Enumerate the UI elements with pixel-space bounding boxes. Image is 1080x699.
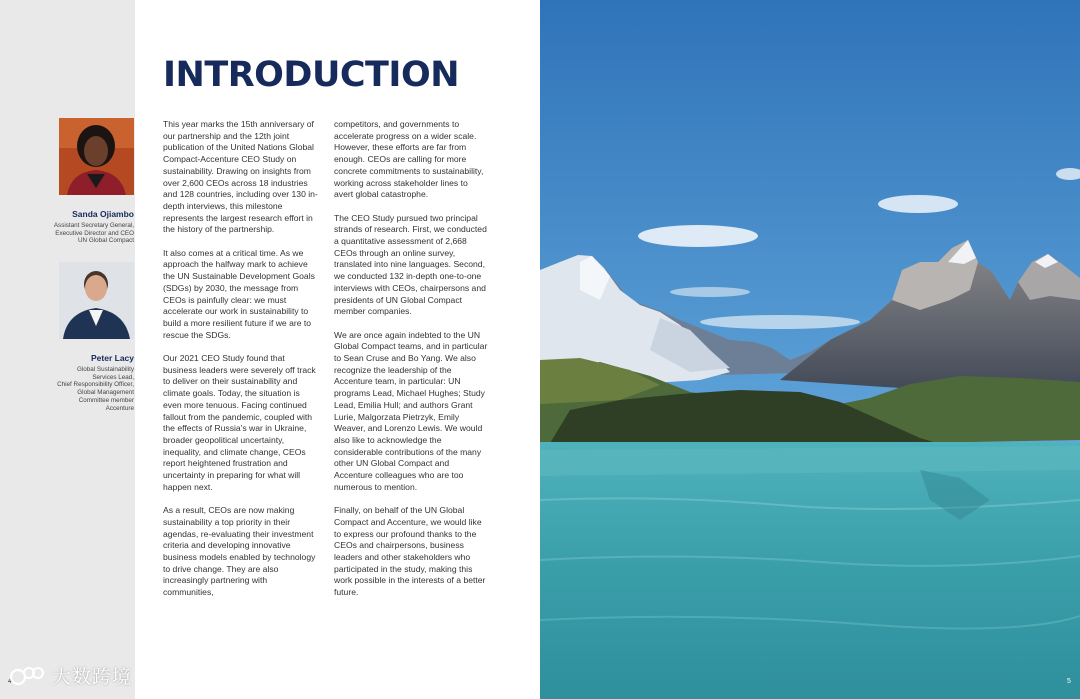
logo-icon — [8, 664, 46, 688]
person-role: Assistant Secretary General, Executive Director and CEO UN Global Compact — [53, 222, 134, 245]
paragraph: competitors, and governments to accelerate progress on a wider scale. However, these efforts are far from enough. CEOs are calling for more concrete commitments to sustainability, working across stakeholder lines to avert global catastrophe. — [334, 119, 484, 200]
paragraph: The CEO Study pursued two principal strands of research. First, we conducted a quantitative assessment of 2,668 CEOs through an online survey, translated into nine languages. Second, we conducted 132 in-depth one-to-one interviews with CEOs, chairpersons and presidents of UN Global Compact member companies. — [334, 212, 487, 317]
body-column-1 — [163, 119, 318, 610]
paragraph: We are once again indebted to the UN Global Compact teams, and in particular to Sean Cruse and Bo Yang. We also recognize the leadership of the Accenture team, in particular: UN programs Lead, Michael Hughes; Study Lead, Emilia Hull; and authors Grant Lurie, Malgorzata Pietrzyk, Emily Weaver, and Lorenzo Lewis. We would also like to acknowledge the considerable contributions of the many other UN Global Compact and Accenture colleagues who are too numerous to mention. — [334, 329, 488, 492]
page-title: INTRODUCTION — [163, 55, 459, 95]
person-role: Global Sustainability Services Lead, Chief Responsibility Officer, Global Management Committee member Accenture — [57, 366, 134, 412]
page-number-right: 5 — [1067, 678, 1071, 685]
sidebar-panel — [0, 0, 135, 699]
paragraph: As a result, CEOs are now making sustainability a top priority in their agendas, re-evaluating their investment criteria and developing innovative business models enabled by technology to drive change. They are also increasingly partnering with communities, — [163, 505, 316, 598]
landscape-photo — [540, 0, 1080, 699]
portrait-peter-lacy — [59, 262, 134, 339]
portrait-sanda-ojiambo — [59, 118, 134, 195]
person-name: Sanda Ojiambo — [72, 209, 134, 219]
person-name: Peter Lacy — [91, 353, 134, 363]
page-number-left: 4 — [8, 678, 12, 685]
paragraph: This year marks the 15th anniversary of our partnership and the 12th joint publication of the United Nations Global Compact-Accenture CEO Study on sustainability. Drawing on insights from over 2,600 CEOs across 18 industries and 128 countries, including over 130 in-depth interviews, this milestone represents the largest research effort in the history of the partnership. — [163, 119, 318, 235]
paragraph: It also comes at a critical time. As we approach the halfway mark to achieve the UN Sustainable Development Goals (SDGs) by 2030, the message from CEOs is painfully clear: we must accelerate our work in sustainability to build a more resilient future if we are to rescue the SDGs. — [163, 247, 315, 340]
body-column-2 — [334, 119, 489, 610]
paragraph: Our 2021 CEO Study found that business leaders were severely off track to deliver on their sustainability and climate goals. Today, the situation is even more tenuous. Facing continued fallout from the pandemic, coupled with the effects of Russia's war in Ukraine, broader geopolitical uncertainty, inequality, and climate change, CEOs report heightened frustration and uncertainty in preparing for what will happen next. — [163, 353, 316, 492]
watermark — [8, 662, 132, 689]
paragraph: Finally, on behalf of the UN Global Compact and Accenture, we would like to express our profound thanks to the CEOs and chairpersons, business leaders and other stakeholders who participated in the study, making this work possible in the interests of a better future. — [334, 505, 486, 598]
watermark-text: 大数跨境 — [52, 666, 133, 688]
